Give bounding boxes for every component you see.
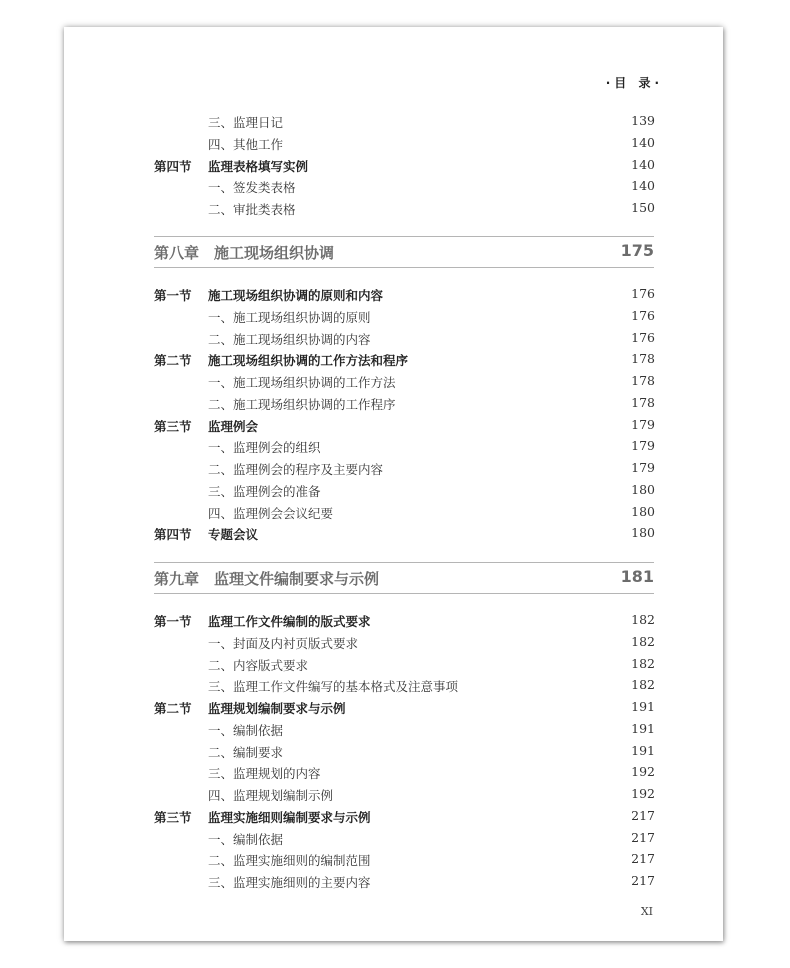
section-label: 第四节 [154, 158, 192, 174]
toc-subsection-entry [64, 828, 723, 850]
entry-page-number: 176 [631, 307, 655, 323]
entry-title: 三、监理工作文件编写的基本格式及注意事项 [208, 679, 459, 695]
entry-page-number: 217 [631, 873, 655, 888]
toc-subsection-entry [64, 480, 723, 502]
toc-section-entry [64, 523, 723, 545]
entry-page-number: 192 [631, 786, 655, 801]
chapter-page: 181 [620, 567, 654, 586]
entry-title: 施工现场组织协调的工作方法和程序 [208, 353, 409, 369]
toc-subsection-entry [64, 849, 723, 871]
entry-title: 二、监理例会的程序及主要内容 [208, 462, 384, 477]
toc-subsection-entry [64, 632, 723, 654]
toc-subsection-entry [64, 198, 723, 220]
entry-page-number: 182 [631, 677, 655, 693]
entry-title: 一、封面及内衬页版式要求 [208, 635, 359, 651]
entry-title: 一、编制依据 [208, 722, 284, 738]
toc-subsection-entry [64, 741, 723, 763]
entry-title: 二、施工现场组织协调的工作程序 [208, 396, 396, 412]
entry-page-number: 191 [631, 742, 655, 758]
entry-page-number: 182 [631, 655, 655, 671]
section-label: 第三节 [154, 418, 192, 434]
entry-title: 监理表格填写实例 [208, 158, 309, 174]
page-folio: XI [640, 905, 653, 918]
entry-page-number: 140 [631, 178, 655, 194]
entry-title: 施工现场组织协调的原则和内容 [208, 288, 384, 303]
chapter-page: 175 [620, 241, 654, 260]
chapter-label: 第八章 [154, 244, 200, 262]
toc-subsection-entry [64, 719, 723, 741]
entry-title: 三、监理实施细则的主要内容 [208, 875, 371, 890]
toc-section-entry [64, 697, 723, 719]
entry-page-number: 180 [631, 503, 655, 519]
entry-title: 一、编制依据 [208, 831, 284, 847]
entry-page-number: 179 [631, 460, 655, 475]
chapter-title: 施工现场组织协调 [214, 244, 335, 262]
entry-page-number: 176 [631, 329, 655, 345]
toc-subsection-entry [64, 784, 723, 806]
entry-title: 监理规划编制要求与示例 [208, 701, 346, 716]
toc-subsection-entry [64, 871, 723, 893]
section-label: 第四节 [154, 527, 192, 543]
entry-page-number: 178 [631, 394, 655, 410]
entry-title: 二、编制要求 [208, 744, 284, 760]
entry-title: 四、监理例会会议纪要 [208, 505, 334, 521]
chapter-heading [154, 236, 654, 268]
entry-title: 三、监理规划的内容 [208, 766, 321, 782]
section-label: 第一节 [154, 614, 192, 629]
toc-subsection-entry [64, 675, 723, 697]
toc-subsection-entry [64, 762, 723, 784]
entry-title: 一、施工现场组织协调的原则 [208, 309, 371, 325]
section-label: 第三节 [154, 809, 192, 825]
chapter-heading [154, 562, 654, 594]
entry-title: 一、监理例会的组织 [208, 440, 321, 456]
entry-page-number: 217 [631, 851, 655, 867]
entry-title: 监理实施细则编制要求与示例 [208, 809, 371, 825]
toc-subsection-entry [64, 393, 723, 415]
entry-title: 监理工作文件编制的版式要求 [208, 614, 371, 629]
toc-subsection-entry [64, 436, 723, 458]
toc-section-entry [64, 415, 723, 437]
entry-title: 监理例会 [208, 418, 259, 434]
entry-page-number: 150 [631, 200, 655, 215]
toc-section-entry [64, 284, 723, 306]
toc-subsection-entry [64, 458, 723, 480]
entry-page-number: 179 [631, 416, 655, 432]
running-header: ·目 录· [605, 76, 663, 90]
toc-subsection-entry [64, 176, 723, 198]
toc-section-entry [64, 349, 723, 371]
toc-section-entry [64, 155, 723, 177]
section-label: 第二节 [154, 701, 192, 716]
toc-subsection-entry [64, 111, 723, 133]
entry-page-number: 182 [631, 612, 655, 627]
entry-page-number: 182 [631, 633, 655, 649]
book-page [64, 27, 723, 941]
section-label: 第一节 [154, 288, 192, 303]
entry-title: 二、施工现场组织协调的内容 [208, 331, 371, 347]
entry-page-number: 140 [631, 156, 655, 172]
entry-title: 四、其他工作 [208, 136, 284, 152]
entry-title: 专题会议 [208, 527, 259, 543]
toc-section-entry [64, 806, 723, 828]
toc-subsection-entry [64, 654, 723, 676]
toc-section-entry [64, 610, 723, 632]
chapter-label: 第九章 [154, 570, 200, 588]
entry-page-number: 192 [631, 764, 655, 780]
section-label: 第二节 [154, 353, 192, 369]
entry-title: 三、监理日记 [208, 115, 284, 130]
entry-title: 二、监理实施细则的编制范围 [208, 853, 371, 869]
toc-subsection-entry [64, 133, 723, 155]
entry-page-number: 217 [631, 829, 655, 845]
entry-title: 二、内容版式要求 [208, 657, 309, 673]
toc-subsection-entry [64, 371, 723, 393]
entry-page-number: 139 [631, 113, 655, 128]
chapter-title: 监理文件编制要求与示例 [214, 570, 380, 588]
entry-page-number: 179 [631, 438, 655, 454]
toc-subsection-entry [64, 502, 723, 524]
entry-page-number: 176 [631, 286, 655, 301]
entry-title: 一、施工现场组织协调的工作方法 [208, 375, 396, 390]
entry-page-number: 178 [631, 351, 655, 367]
entry-title: 二、审批类表格 [208, 202, 296, 217]
entry-title: 三、监理例会的准备 [208, 483, 321, 499]
entry-page-number: 178 [631, 373, 655, 388]
entry-page-number: 180 [631, 525, 655, 541]
toc-subsection-entry [64, 306, 723, 328]
entry-title: 四、监理规划编制示例 [208, 788, 334, 803]
entry-page-number: 140 [631, 134, 655, 150]
entry-page-number: 191 [631, 720, 655, 736]
toc-subsection-entry [64, 328, 723, 350]
entry-title: 一、签发类表格 [208, 180, 296, 196]
entry-page-number: 180 [631, 481, 655, 497]
entry-page-number: 191 [631, 699, 655, 714]
entry-page-number: 217 [631, 807, 655, 823]
